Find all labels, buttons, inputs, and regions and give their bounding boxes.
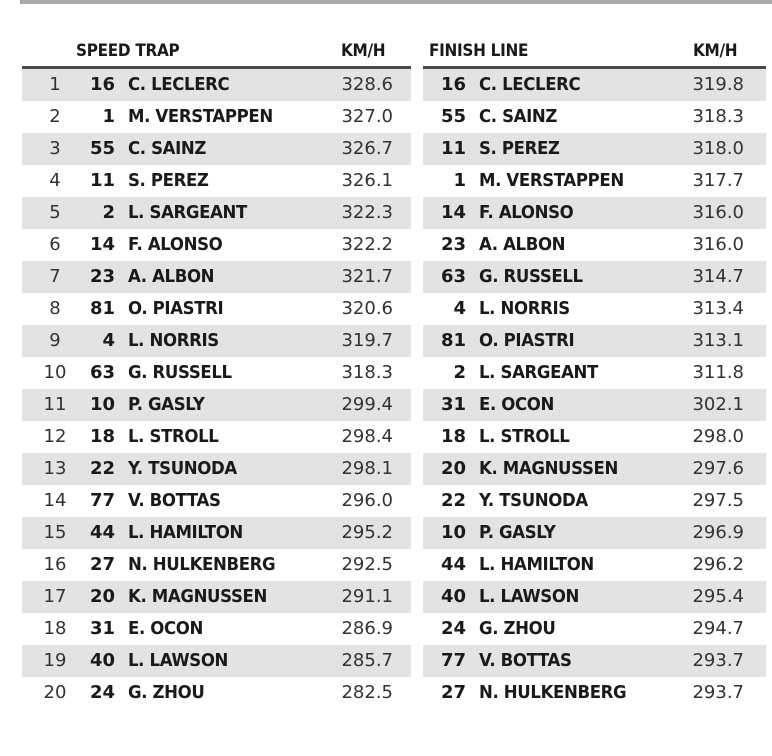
cell-speed: 292.5: [341, 554, 393, 575]
cell-num: 77: [440, 650, 466, 671]
cell-speed: 319.8: [692, 74, 744, 95]
table-row: [22, 101, 411, 133]
table-row: [423, 645, 766, 677]
cell-speed: 318.0: [692, 138, 744, 159]
cell-name: L. STROLL: [128, 426, 219, 447]
cell-name: G. ZHOU: [128, 682, 205, 703]
table-row: [22, 645, 411, 677]
cell-speed: 328.6: [341, 74, 393, 95]
cell-name: P. GASLY: [479, 522, 556, 543]
cell-name: P. GASLY: [128, 394, 205, 415]
cell-name: O. PIASTRI: [128, 298, 224, 319]
finish-line-body: [423, 69, 766, 709]
table-row: [423, 197, 766, 229]
table-row: [22, 197, 411, 229]
cell-pos: 7: [49, 266, 61, 287]
cell-name: L. LAWSON: [128, 650, 229, 671]
cell-name: L. SARGEANT: [479, 362, 598, 383]
cell-speed: 291.1: [341, 586, 393, 607]
table-row: [22, 293, 411, 325]
cell-pos: 10: [43, 362, 67, 383]
cell-name: S. PEREZ: [128, 170, 209, 191]
table-row: [423, 485, 766, 517]
cell-num: 23: [440, 234, 466, 255]
cell-name: K. MAGNUSSEN: [479, 458, 618, 479]
cell-num: 1: [453, 170, 466, 191]
cell-pos: 14: [43, 490, 67, 511]
table-row: [22, 677, 411, 709]
top-cropped-band: [20, 0, 772, 4]
cell-num: 16: [89, 74, 115, 95]
cell-speed: 318.3: [341, 362, 393, 383]
cell-name: Y. TSUNODA: [128, 458, 237, 479]
speed-trap-title: SPEED TRAP: [76, 41, 180, 61]
table-row: [423, 517, 766, 549]
cell-num: 16: [440, 74, 466, 95]
cell-speed: 293.7: [692, 682, 744, 703]
cell-speed: 298.4: [341, 426, 393, 447]
cell-pos: 2: [49, 106, 61, 127]
cell-name: M. VERSTAPPEN: [479, 170, 624, 191]
cell-name: A. ALBON: [128, 266, 215, 287]
cell-num: 55: [440, 106, 466, 127]
cell-name: G. ZHOU: [479, 618, 556, 639]
cell-pos: 20: [43, 682, 67, 703]
table-row: [22, 613, 411, 645]
cell-name: G. RUSSELL: [479, 266, 583, 287]
cell-num: 22: [440, 490, 466, 511]
cell-num: 77: [89, 490, 115, 511]
table-row: [423, 69, 766, 101]
cell-num: 40: [89, 650, 115, 671]
cell-num: 22: [89, 458, 115, 479]
cell-name: K. MAGNUSSEN: [128, 586, 267, 607]
cell-speed: 296.2: [692, 554, 744, 575]
cell-speed: 320.6: [341, 298, 393, 319]
cell-speed: 302.1: [692, 394, 744, 415]
cell-name: N. HULKENBERG: [128, 554, 276, 575]
cell-num: 10: [440, 522, 466, 543]
cell-pos: 11: [43, 394, 67, 415]
cell-speed: 297.6: [692, 458, 744, 479]
cell-speed: 326.1: [341, 170, 393, 191]
cell-pos: 8: [49, 298, 61, 319]
cell-speed: 316.0: [692, 234, 744, 255]
cell-name: E. OCON: [479, 394, 554, 415]
cell-speed: 322.2: [341, 234, 393, 255]
cell-num: 44: [89, 522, 115, 543]
cell-num: 63: [89, 362, 115, 383]
table-row: [22, 165, 411, 197]
table-row: [22, 581, 411, 613]
cell-num: 18: [89, 426, 115, 447]
cell-pos: 5: [49, 202, 61, 223]
cell-pos: 3: [49, 138, 61, 159]
cell-speed: 295.4: [692, 586, 744, 607]
table-row: [423, 165, 766, 197]
cell-pos: 12: [43, 426, 67, 447]
cell-name: O. PIASTRI: [479, 330, 575, 351]
table-row: [423, 101, 766, 133]
table-row: [423, 613, 766, 645]
cell-speed: 319.7: [341, 330, 393, 351]
cell-num: 11: [440, 138, 466, 159]
table-row: [22, 229, 411, 261]
table-row: [423, 133, 766, 165]
table-row: [22, 421, 411, 453]
cell-name: Y. TSUNODA: [479, 490, 588, 511]
cell-speed: 326.7: [341, 138, 393, 159]
cell-num: 20: [89, 586, 115, 607]
cell-speed: 297.5: [692, 490, 744, 511]
table-row: [423, 677, 766, 709]
cell-speed: 299.4: [341, 394, 393, 415]
speed-trap-unit: KM/H: [341, 41, 386, 61]
table-row: [22, 549, 411, 581]
cell-name: F. ALONSO: [479, 202, 574, 223]
cell-pos: 18: [43, 618, 67, 639]
cell-name: L. HAMILTON: [128, 522, 243, 543]
cell-speed: 321.7: [341, 266, 393, 287]
cell-num: 4: [102, 330, 115, 351]
table-row: [423, 453, 766, 485]
cell-speed: 293.7: [692, 650, 744, 671]
cell-speed: 317.7: [692, 170, 744, 191]
cell-name: V. BOTTAS: [479, 650, 572, 671]
cell-num: 44: [440, 554, 466, 575]
cell-num: 27: [440, 682, 466, 703]
cell-speed: 282.5: [341, 682, 393, 703]
cell-pos: 1: [49, 74, 61, 95]
table-row: [22, 357, 411, 389]
cell-speed: 298.1: [341, 458, 393, 479]
cell-name: C. SAINZ: [128, 138, 207, 159]
cell-speed: 311.8: [692, 362, 744, 383]
table-row: [423, 357, 766, 389]
cell-pos: 16: [43, 554, 67, 575]
cell-speed: 327.0: [341, 106, 393, 127]
cell-num: 63: [440, 266, 466, 287]
cell-num: 24: [89, 682, 115, 703]
cell-pos: 4: [49, 170, 61, 191]
cell-num: 18: [440, 426, 466, 447]
cell-speed: 285.7: [341, 650, 393, 671]
table-row: [22, 453, 411, 485]
cell-num: 14: [440, 202, 466, 223]
cell-num: 4: [453, 298, 466, 319]
cell-num: 11: [89, 170, 115, 191]
cell-pos: 19: [43, 650, 67, 671]
finish-line-title: FINISH LINE: [429, 41, 529, 61]
cell-speed: 295.2: [341, 522, 393, 543]
table-row: [423, 581, 766, 613]
cell-num: 14: [89, 234, 115, 255]
table-row: [22, 325, 411, 357]
speed-trap-body: [22, 69, 411, 709]
cell-pos: 17: [43, 586, 67, 607]
cell-name: F. ALONSO: [128, 234, 223, 255]
cell-num: 24: [440, 618, 466, 639]
cell-num: 2: [453, 362, 466, 383]
cell-num: 1: [102, 106, 115, 127]
cell-name: S. PEREZ: [479, 138, 560, 159]
cell-speed: 298.0: [692, 426, 744, 447]
finish-line-header: [423, 38, 766, 69]
cell-speed: 314.7: [692, 266, 744, 287]
cell-name: L. HAMILTON: [479, 554, 594, 575]
table-row: [423, 229, 766, 261]
cell-name: L. SARGEANT: [128, 202, 247, 223]
cell-num: 10: [89, 394, 115, 415]
cell-name: C. LECLERC: [128, 74, 230, 95]
cell-name: L. NORRIS: [479, 298, 570, 319]
table-row: [22, 517, 411, 549]
cell-num: 31: [89, 618, 115, 639]
cell-speed: 286.9: [341, 618, 393, 639]
cell-speed: 313.1: [692, 330, 744, 351]
cell-name: L. NORRIS: [128, 330, 219, 351]
cell-name: N. HULKENBERG: [479, 682, 627, 703]
cell-num: 40: [440, 586, 466, 607]
table-row: [423, 549, 766, 581]
cell-name: C. LECLERC: [479, 74, 581, 95]
cell-num: 55: [89, 138, 115, 159]
table-row: [22, 69, 411, 101]
table-row: [22, 389, 411, 421]
cell-name: V. BOTTAS: [128, 490, 221, 511]
cell-speed: 313.4: [692, 298, 744, 319]
cell-pos: 13: [43, 458, 67, 479]
cell-name: A. ALBON: [479, 234, 566, 255]
table-row: [423, 293, 766, 325]
speed-trap-header: [22, 38, 411, 69]
table-row: [423, 421, 766, 453]
finish-line-unit: KM/H: [693, 41, 738, 61]
cell-name: C. SAINZ: [479, 106, 558, 127]
table-row: [423, 261, 766, 293]
cell-num: 20: [440, 458, 466, 479]
cell-name: G. RUSSELL: [128, 362, 232, 383]
cell-name: L. STROLL: [479, 426, 570, 447]
speed-trap-table: [22, 38, 411, 709]
cell-speed: 294.7: [692, 618, 744, 639]
cell-num: 81: [89, 298, 115, 319]
table-row: [22, 133, 411, 165]
table-row: [22, 485, 411, 517]
cell-speed: 318.3: [692, 106, 744, 127]
cell-num: 31: [440, 394, 466, 415]
cell-name: L. LAWSON: [479, 586, 580, 607]
cell-num: 23: [89, 266, 115, 287]
table-row: [423, 325, 766, 357]
cell-speed: 296.0: [341, 490, 393, 511]
cell-num: 2: [102, 202, 115, 223]
finish-line-table: [423, 38, 766, 709]
table-row: [22, 261, 411, 293]
cell-speed: 296.9: [692, 522, 744, 543]
table-row: [423, 389, 766, 421]
cell-name: E. OCON: [128, 618, 203, 639]
cell-name: M. VERSTAPPEN: [128, 106, 273, 127]
cell-speed: 316.0: [692, 202, 744, 223]
cell-speed: 322.3: [341, 202, 393, 223]
cell-pos: 9: [49, 330, 61, 351]
cell-num: 27: [89, 554, 115, 575]
cell-pos: 15: [43, 522, 67, 543]
cell-pos: 6: [49, 234, 61, 255]
cell-num: 81: [440, 330, 466, 351]
